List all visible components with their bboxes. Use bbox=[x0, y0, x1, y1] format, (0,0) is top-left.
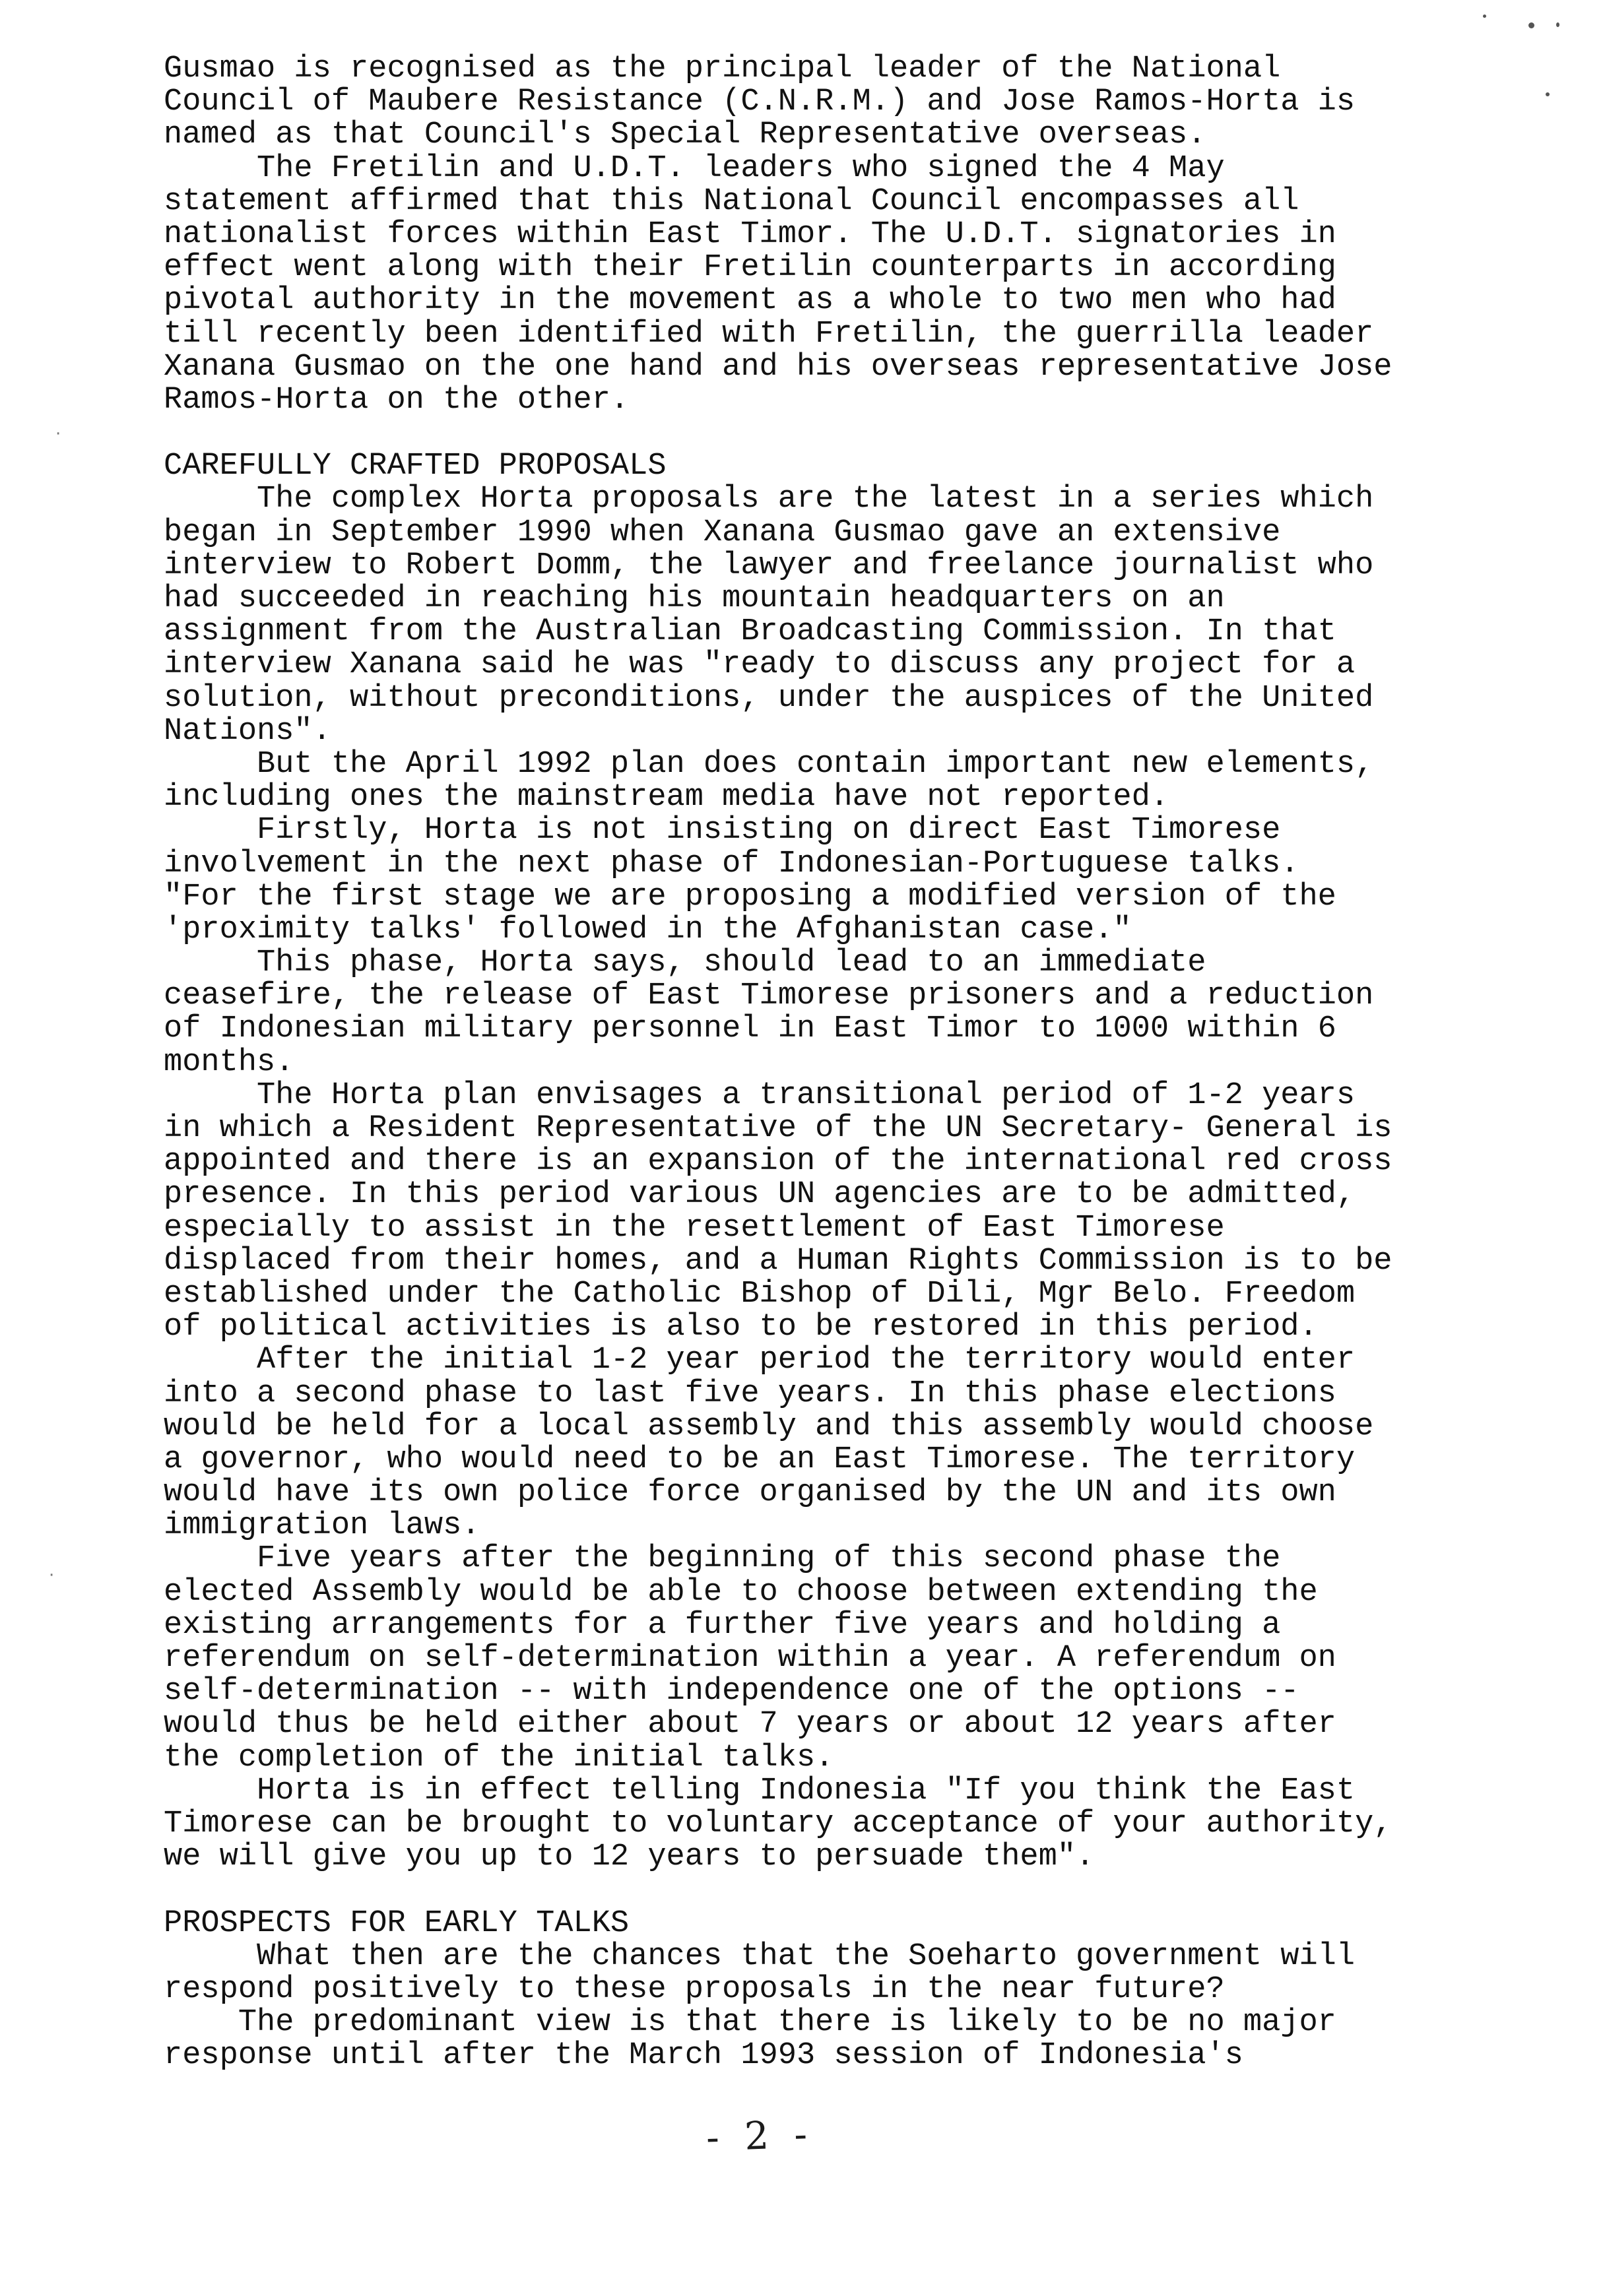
text-line: established under the Catholic Bishop of Dili, Mgr Belo. Freedom bbox=[164, 1276, 1356, 1312]
text-line: The complex Horta proposals are the latest in a series which bbox=[164, 482, 1374, 517]
text-line: the completion of the initial talks. bbox=[164, 1740, 834, 1775]
text-line: "For the first stage we are proposing a modified version of the bbox=[164, 879, 1336, 914]
text-line: Horta is in effect telling Indonesia "If you think the East bbox=[164, 1773, 1356, 1808]
text-line: in which a Resident Representative of the UN Secretary- General is bbox=[164, 1111, 1392, 1146]
text-line: interview Xanana said he was "ready to discuss any project for a bbox=[164, 647, 1356, 683]
page-number: - 2 - bbox=[705, 2111, 815, 2160]
text-line: of political activities is also to be restored in this period. bbox=[164, 1310, 1318, 1345]
text-line: But the April 1992 plan does contain important new elements, bbox=[164, 746, 1374, 782]
text-line: Gusmao is recognised as the principal leader of the National bbox=[164, 51, 1281, 86]
scan-speck bbox=[1483, 15, 1486, 18]
text-line: After the initial 1-2 year period the territory would enter bbox=[164, 1343, 1356, 1378]
text-line: Council of Maubere Resistance (C.N.R.M.) and Jose Ramos-Horta is bbox=[164, 84, 1356, 120]
text-line: PROSPECTS FOR EARLY TALKS bbox=[164, 1905, 630, 1941]
text-line: The predominant view is that there is likely to be no major bbox=[164, 2005, 1336, 2041]
margin-speck: · bbox=[55, 424, 61, 444]
text-line: including ones the mainstream media have not reported. bbox=[164, 780, 1169, 815]
text-line: a governor, who would need to be an East Timorese. The territory bbox=[164, 1442, 1356, 1477]
text-line: till recently been identified with Fretilin, the guerrilla leader bbox=[164, 316, 1374, 352]
text-line: months. bbox=[164, 1044, 294, 1080]
text-line: Ramos-Horta on the other. bbox=[164, 382, 630, 418]
text-line: CAREFULLY CRAFTED PROPOSALS bbox=[164, 449, 667, 484]
text-line: The Fretilin and U.D.T. leaders who signed the 4 May bbox=[164, 150, 1225, 186]
text-line: respond positively to these proposals in the near future? bbox=[164, 1971, 1225, 2007]
scan-speck bbox=[1528, 22, 1534, 28]
text-line bbox=[164, 417, 1497, 450]
scan-speck bbox=[1556, 22, 1559, 27]
text-line: referendum on self-determination within a year. A referendum on bbox=[164, 1641, 1336, 1676]
text-line: elected Assembly would be able to choose between extending the bbox=[164, 1574, 1318, 1610]
body-text bbox=[164, 53, 1497, 2072]
text-line bbox=[164, 1874, 1497, 1907]
text-line: solution, without preconditions, under the auspices of the United bbox=[164, 680, 1374, 716]
text-line: self-determination -- with independence one of the options -- bbox=[164, 1674, 1299, 1709]
text-line: ceasefire, the release of East Timorese prisoners and a reduction bbox=[164, 978, 1374, 1014]
text-line: immigration laws. bbox=[164, 1508, 480, 1544]
text-line: The Horta plan envisages a transitional period of 1-2 years bbox=[164, 1077, 1356, 1113]
text-line: Xanana Gusmao on the one hand and his overseas representative Jose bbox=[164, 349, 1392, 385]
text-line: would be held for a local assembly and this assembly would choose bbox=[164, 1409, 1374, 1444]
text-line: Five years after the beginning of this second phase the bbox=[164, 1541, 1281, 1577]
margin-speck: · bbox=[49, 1566, 55, 1585]
text-line: into a second phase to last five years. In this phase elections bbox=[164, 1376, 1336, 1411]
text-line: interview to Robert Domm, the lawyer and freelance journalist who bbox=[164, 548, 1374, 583]
text-line: effect went along with their Fretilin counterparts in according bbox=[164, 250, 1336, 286]
text-line: What then are the chances that the Soeharto government will bbox=[164, 1938, 1356, 1974]
text-line: existing arrangements for a further five years and holding a bbox=[164, 1607, 1281, 1643]
text-line: would have its own police force organised by the UN and its own bbox=[164, 1475, 1336, 1511]
text-line: Nations". bbox=[164, 713, 331, 749]
text-line: began in September 1990 when Xanana Gusmao gave an extensive bbox=[164, 515, 1281, 550]
text-line: statement affirmed that this National Council encompasses all bbox=[164, 183, 1299, 219]
text-line: nationalist forces within East Timor. The U.D.T. signatories in bbox=[164, 216, 1336, 252]
text-line: appointed and there is an expansion of the international red cross bbox=[164, 1144, 1392, 1180]
text-line: displaced from their homes, and a Human Rights Commission is to be bbox=[164, 1243, 1392, 1279]
text-line: Timorese can be brought to voluntary acceptance of your authority, bbox=[164, 1806, 1392, 1841]
text-line: assignment from the Australian Broadcasting Commission. In that bbox=[164, 614, 1336, 650]
text-line: involvement in the next phase of Indonesian-Portuguese talks. bbox=[164, 846, 1299, 881]
text-line: presence. In this period various UN agencies are to be admitted, bbox=[164, 1177, 1356, 1213]
text-line: would thus be held either about 7 years or about 12 years after bbox=[164, 1707, 1336, 1742]
text-line: we will give you up to 12 years to persuade them". bbox=[164, 1839, 1095, 1875]
text-line: of Indonesian military personnel in East Timor to 1000 within 6 bbox=[164, 1011, 1336, 1047]
scan-speck bbox=[1546, 92, 1550, 96]
text-line: named as that Council's Special Representative overseas. bbox=[164, 117, 1206, 153]
text-line: especially to assist in the resettlement of East Timorese bbox=[164, 1210, 1225, 1246]
text-line: 'proximity talks' followed in the Afghanistan case." bbox=[164, 912, 1132, 947]
text-line: had succeeded in reaching his mountain headquarters on an bbox=[164, 581, 1225, 616]
text-line: response until after the March 1993 session of Indonesia's bbox=[164, 2038, 1243, 2074]
text-line: pivotal authority in the movement as a whole to two men who had bbox=[164, 283, 1336, 319]
text-line: Firstly, Horta is not insisting on direct East Timorese bbox=[164, 813, 1281, 848]
text-line: This phase, Horta says, should lead to an immediate bbox=[164, 945, 1206, 981]
